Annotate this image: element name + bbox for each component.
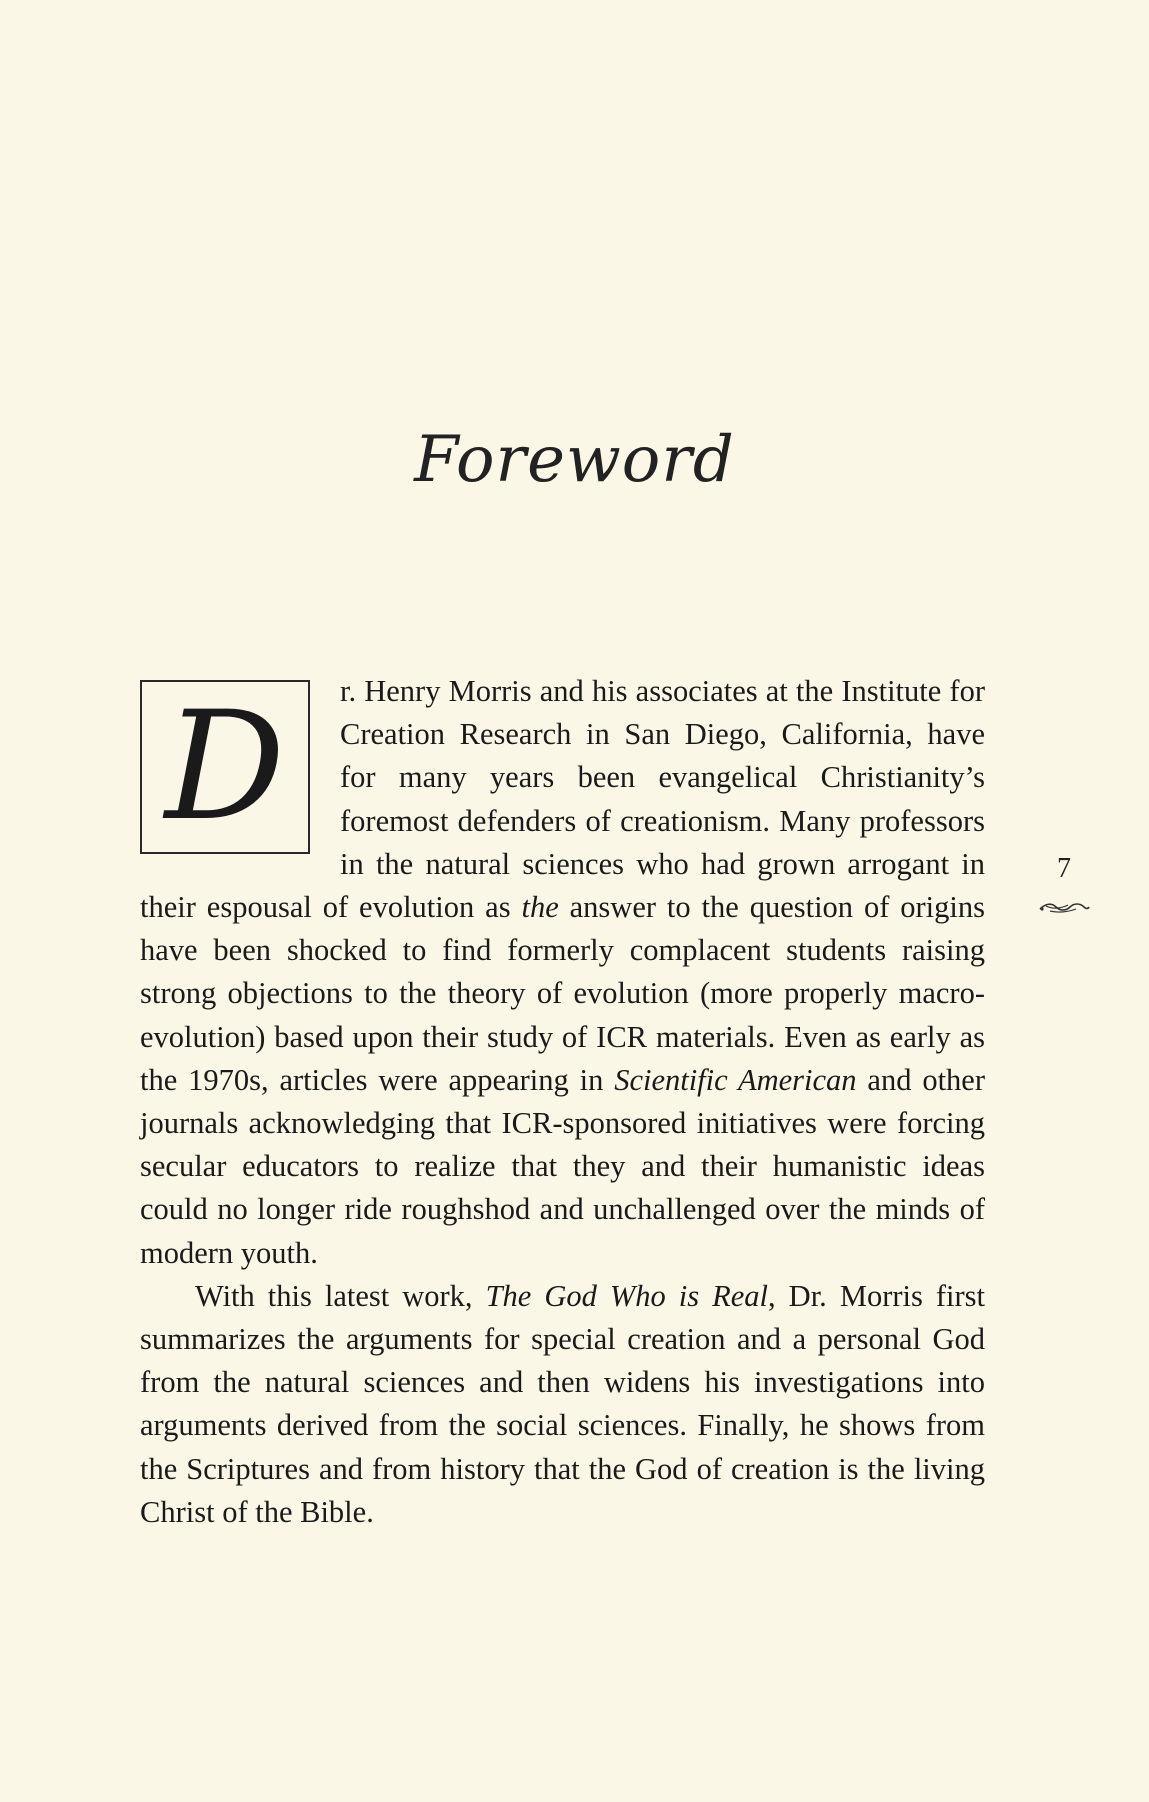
page-title: Foreword bbox=[414, 423, 735, 497]
paragraph-1-lead: r. Henry Morris and his associates at the Institute for Creation Research in San Diego, California, have for many years been evangelical Christianity’s foremost defenders of creationism. Many professors in the natural sciences who had grown arrogant in their espousal of evolution as bbox=[140, 674, 985, 925]
foreword-text bbox=[140, 670, 985, 1534]
paragraph-1-emphasis: the bbox=[521, 890, 559, 925]
paragraph-2-lead: With this latest work, bbox=[195, 1278, 486, 1313]
drop-cap-box bbox=[140, 680, 310, 854]
paragraph-1-tail: answer to the question of origins have been shocked to find formerly complacent students raising strong objections to the theory of evolution (more properly macro-evolution) based upon their study of ICR materials. Even as early as the 1970s, articles were appearing in bbox=[140, 890, 985, 1097]
paragraph-2-tail: , Dr. Morris first summarizes the arguments for special creation and a personal God from the natural sciences and then widens his investigations into arguments derived from the social sciences. Finally, he shows from the Scriptures and from history that the God of creation is the living Christ of the Bible. bbox=[140, 1278, 985, 1529]
scroll-ornament-icon bbox=[1038, 897, 1090, 917]
page-number: 7 bbox=[1057, 853, 1071, 884]
drop-cap-letter: D bbox=[164, 680, 286, 854]
paragraph-2-emphasis: The God Who is Real bbox=[485, 1278, 769, 1313]
paragraph-1-emphasis-2: Scientific American bbox=[614, 1062, 857, 1097]
paragraph-2 bbox=[140, 1275, 985, 1534]
paragraph-1-tail-2: and other journals acknowledging that ICR-sponsored initiatives were forcing secular educators to realize that they and their humanistic ideas could no longer ride roughshod and unchallenged over the minds of modern youth. bbox=[140, 1062, 985, 1270]
